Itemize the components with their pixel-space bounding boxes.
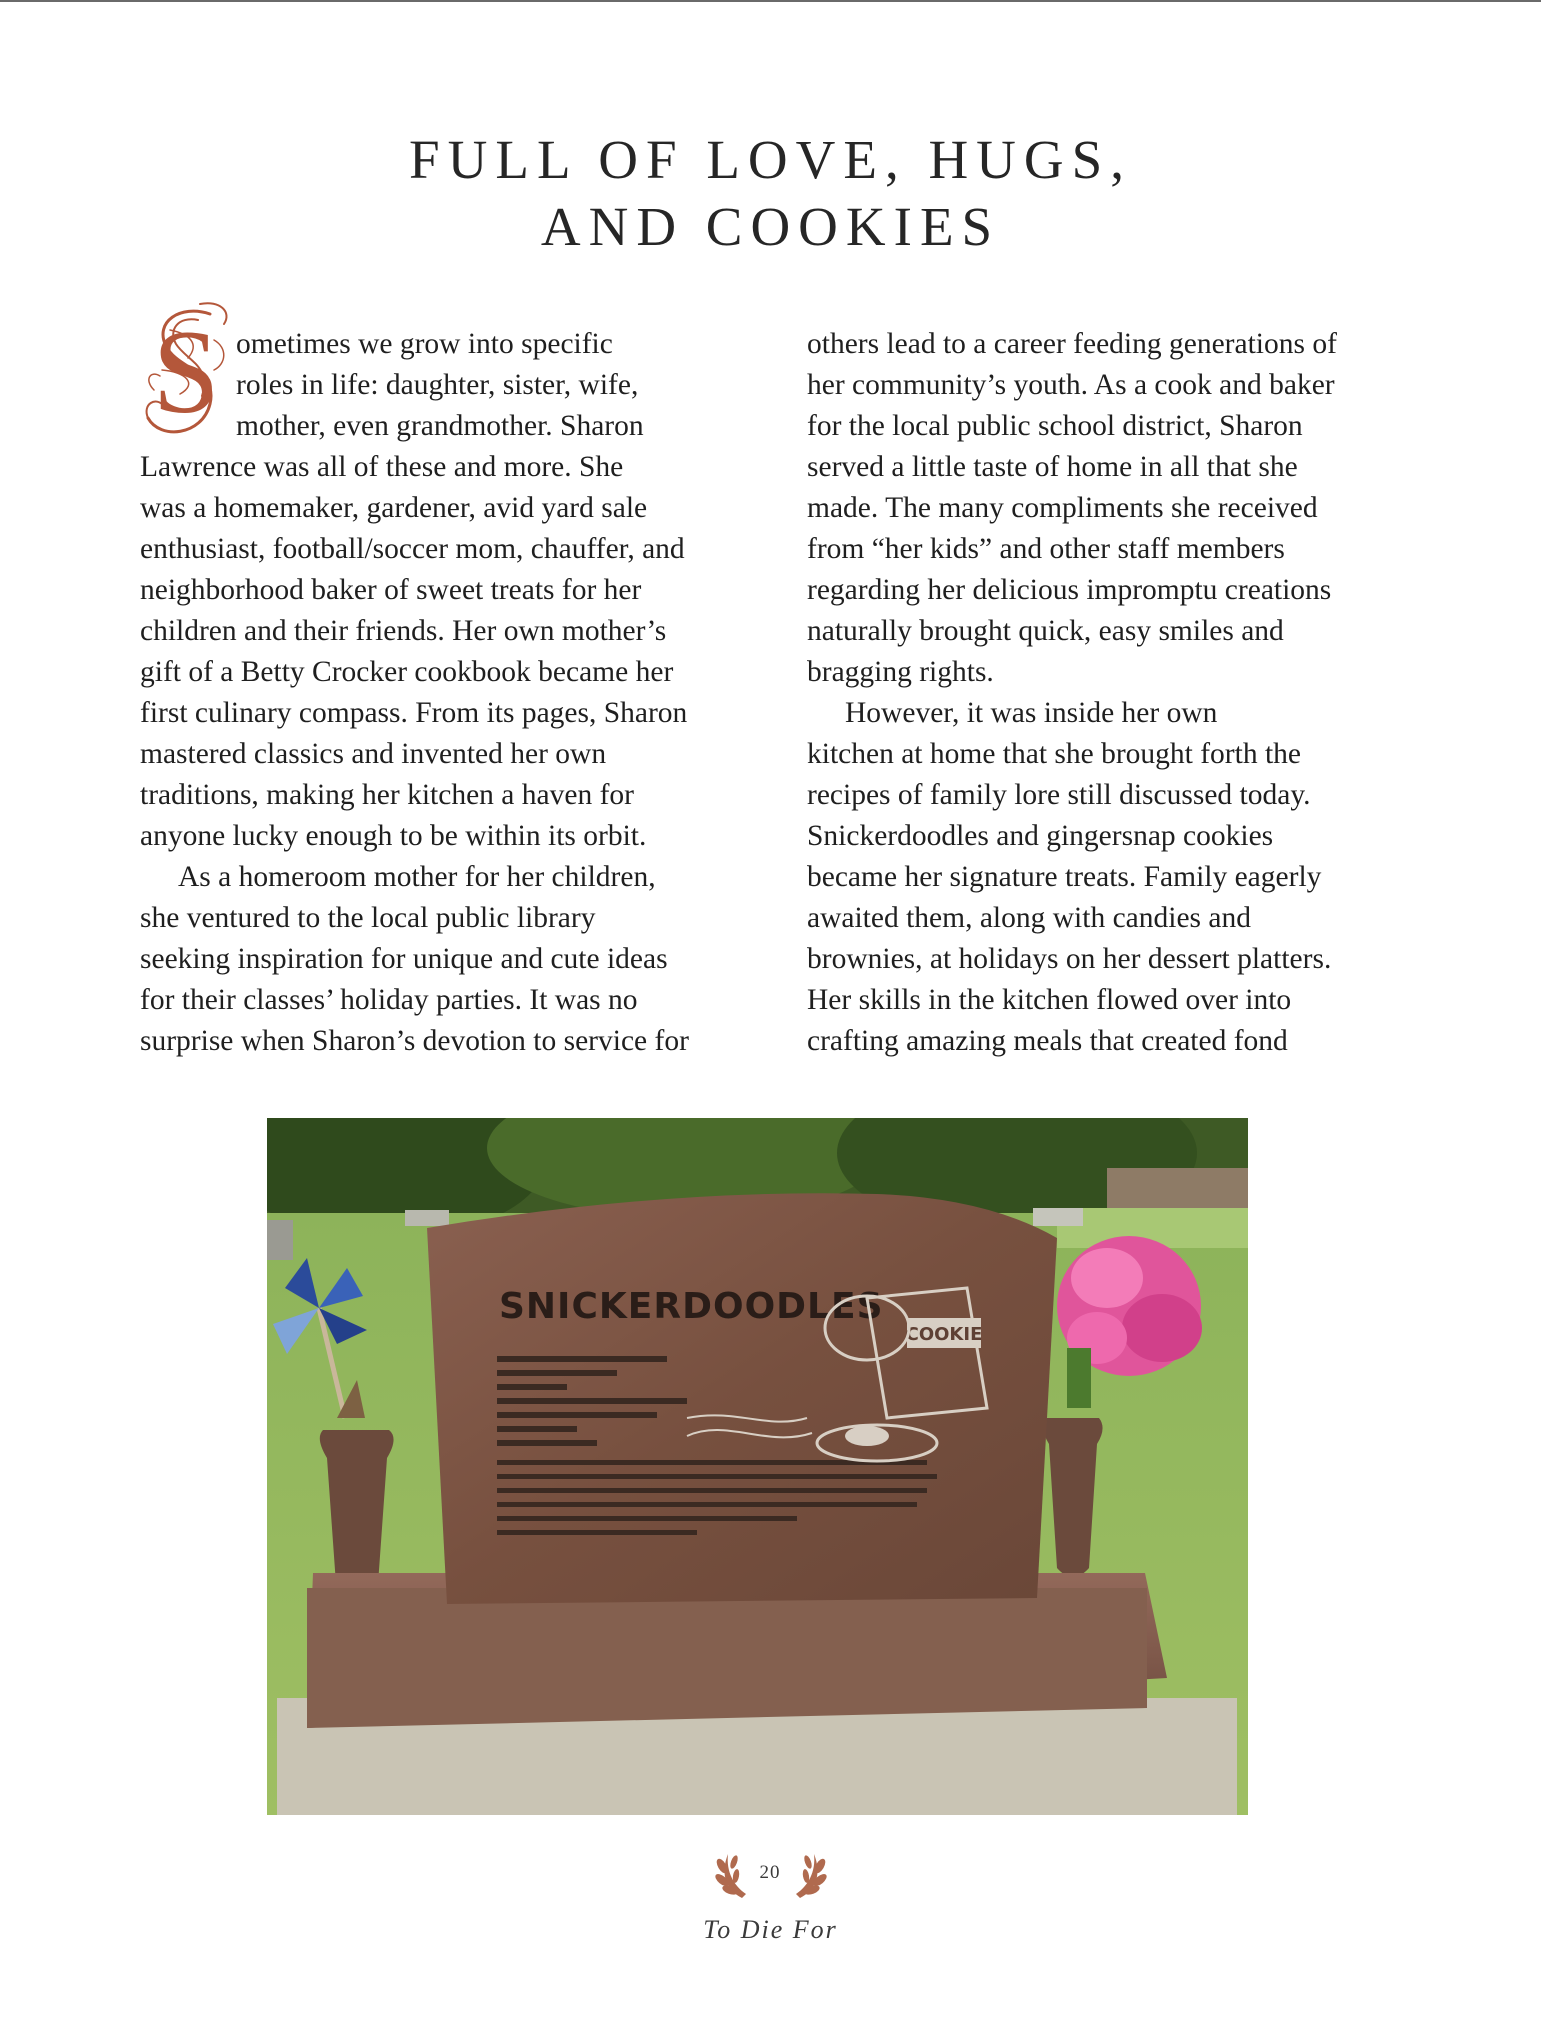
text-line: Lawrence was all of these and more. She <box>140 451 624 483</box>
text-line: from “her kids” and other staff members <box>807 533 1285 565</box>
text-line: naturally brought quick, easy smiles and <box>807 615 1284 647</box>
book-title: To Die For <box>703 1915 838 1944</box>
left-column <box>140 324 740 1062</box>
page-number: 20 <box>759 1862 781 1883</box>
text-line: first culinary compass. From its pages, Sharon <box>140 697 688 729</box>
right-column <box>807 324 1407 1062</box>
text-line: enthusiast, football/soccer mom, chauffer, and <box>140 533 685 565</box>
page-title <box>0 126 1541 260</box>
jar-label: COOKIE <box>905 1324 983 1345</box>
title-line-1: FULL OF LOVE, HUGS, <box>409 129 1132 190</box>
text-line: seeking inspiration for unique and cute ideas <box>140 943 668 975</box>
text-line: was a homemaker, gardener, avid yard sale <box>140 492 648 524</box>
text-line: kitchen at home that she brought forth the <box>807 738 1301 770</box>
text-line: anyone lucky enough to be within its orbit. <box>140 820 647 852</box>
title-line-2: AND COOKIES <box>540 196 1001 257</box>
text-line: Snickerdoodles and gingersnap cookies <box>807 820 1274 852</box>
text-line: mother, even grandmother. Sharon <box>236 410 644 442</box>
text-line: traditions, making her kitchen a haven for <box>140 779 634 811</box>
text-line: roles in life: daughter, sister, wife, <box>236 369 639 401</box>
text-line: recipes of family lore still discussed today. <box>807 779 1311 811</box>
headstone-photo <box>267 1118 1248 1815</box>
text-line: for their classes’ holiday parties. It was no <box>140 984 638 1016</box>
text-line: for the local public school district, Sharon <box>807 410 1303 442</box>
text-line: Her skills in the kitchen flowed over into <box>807 984 1292 1016</box>
text-line: children and their friends. Her own mother’s <box>140 615 667 647</box>
top-rule <box>0 0 1541 2</box>
text-line: awaited them, along with candies and <box>807 902 1251 934</box>
text-line: As a homeroom mother for her children, <box>178 861 656 893</box>
text-line: However, it was inside her own <box>845 697 1218 729</box>
text-line: made. The many compliments she received <box>807 492 1318 524</box>
text-line: crafting amazing meals that created fond <box>807 1025 1288 1057</box>
text-line: mastered classics and invented her own <box>140 738 607 770</box>
dropcap-letter: S <box>152 305 220 438</box>
headstone-heading: SNICKERDOODLES <box>499 1286 884 1327</box>
text-line: regarding her delicious impromptu creations <box>807 574 1332 606</box>
text-line: others lead to a career feeding generations of <box>807 328 1337 360</box>
text-line: surprise when Sharon’s devotion to service for <box>140 1025 689 1057</box>
text-line: she ventured to the local public library <box>140 902 596 934</box>
text-line: neighborhood baker of sweet treats for her <box>140 574 642 606</box>
text-line: brownies, at holidays on her dessert platters. <box>807 943 1332 975</box>
text-line: ometimes we grow into specific <box>236 328 613 360</box>
text-line: bragging rights. <box>807 656 994 688</box>
text-line: became her signature treats. Family eagerly <box>807 861 1322 893</box>
text-line: gift of a Betty Crocker cookbook became her <box>140 656 674 688</box>
text-line: served a little taste of home in all that she <box>807 451 1298 483</box>
text-line: her community’s youth. As a cook and baker <box>807 369 1335 401</box>
